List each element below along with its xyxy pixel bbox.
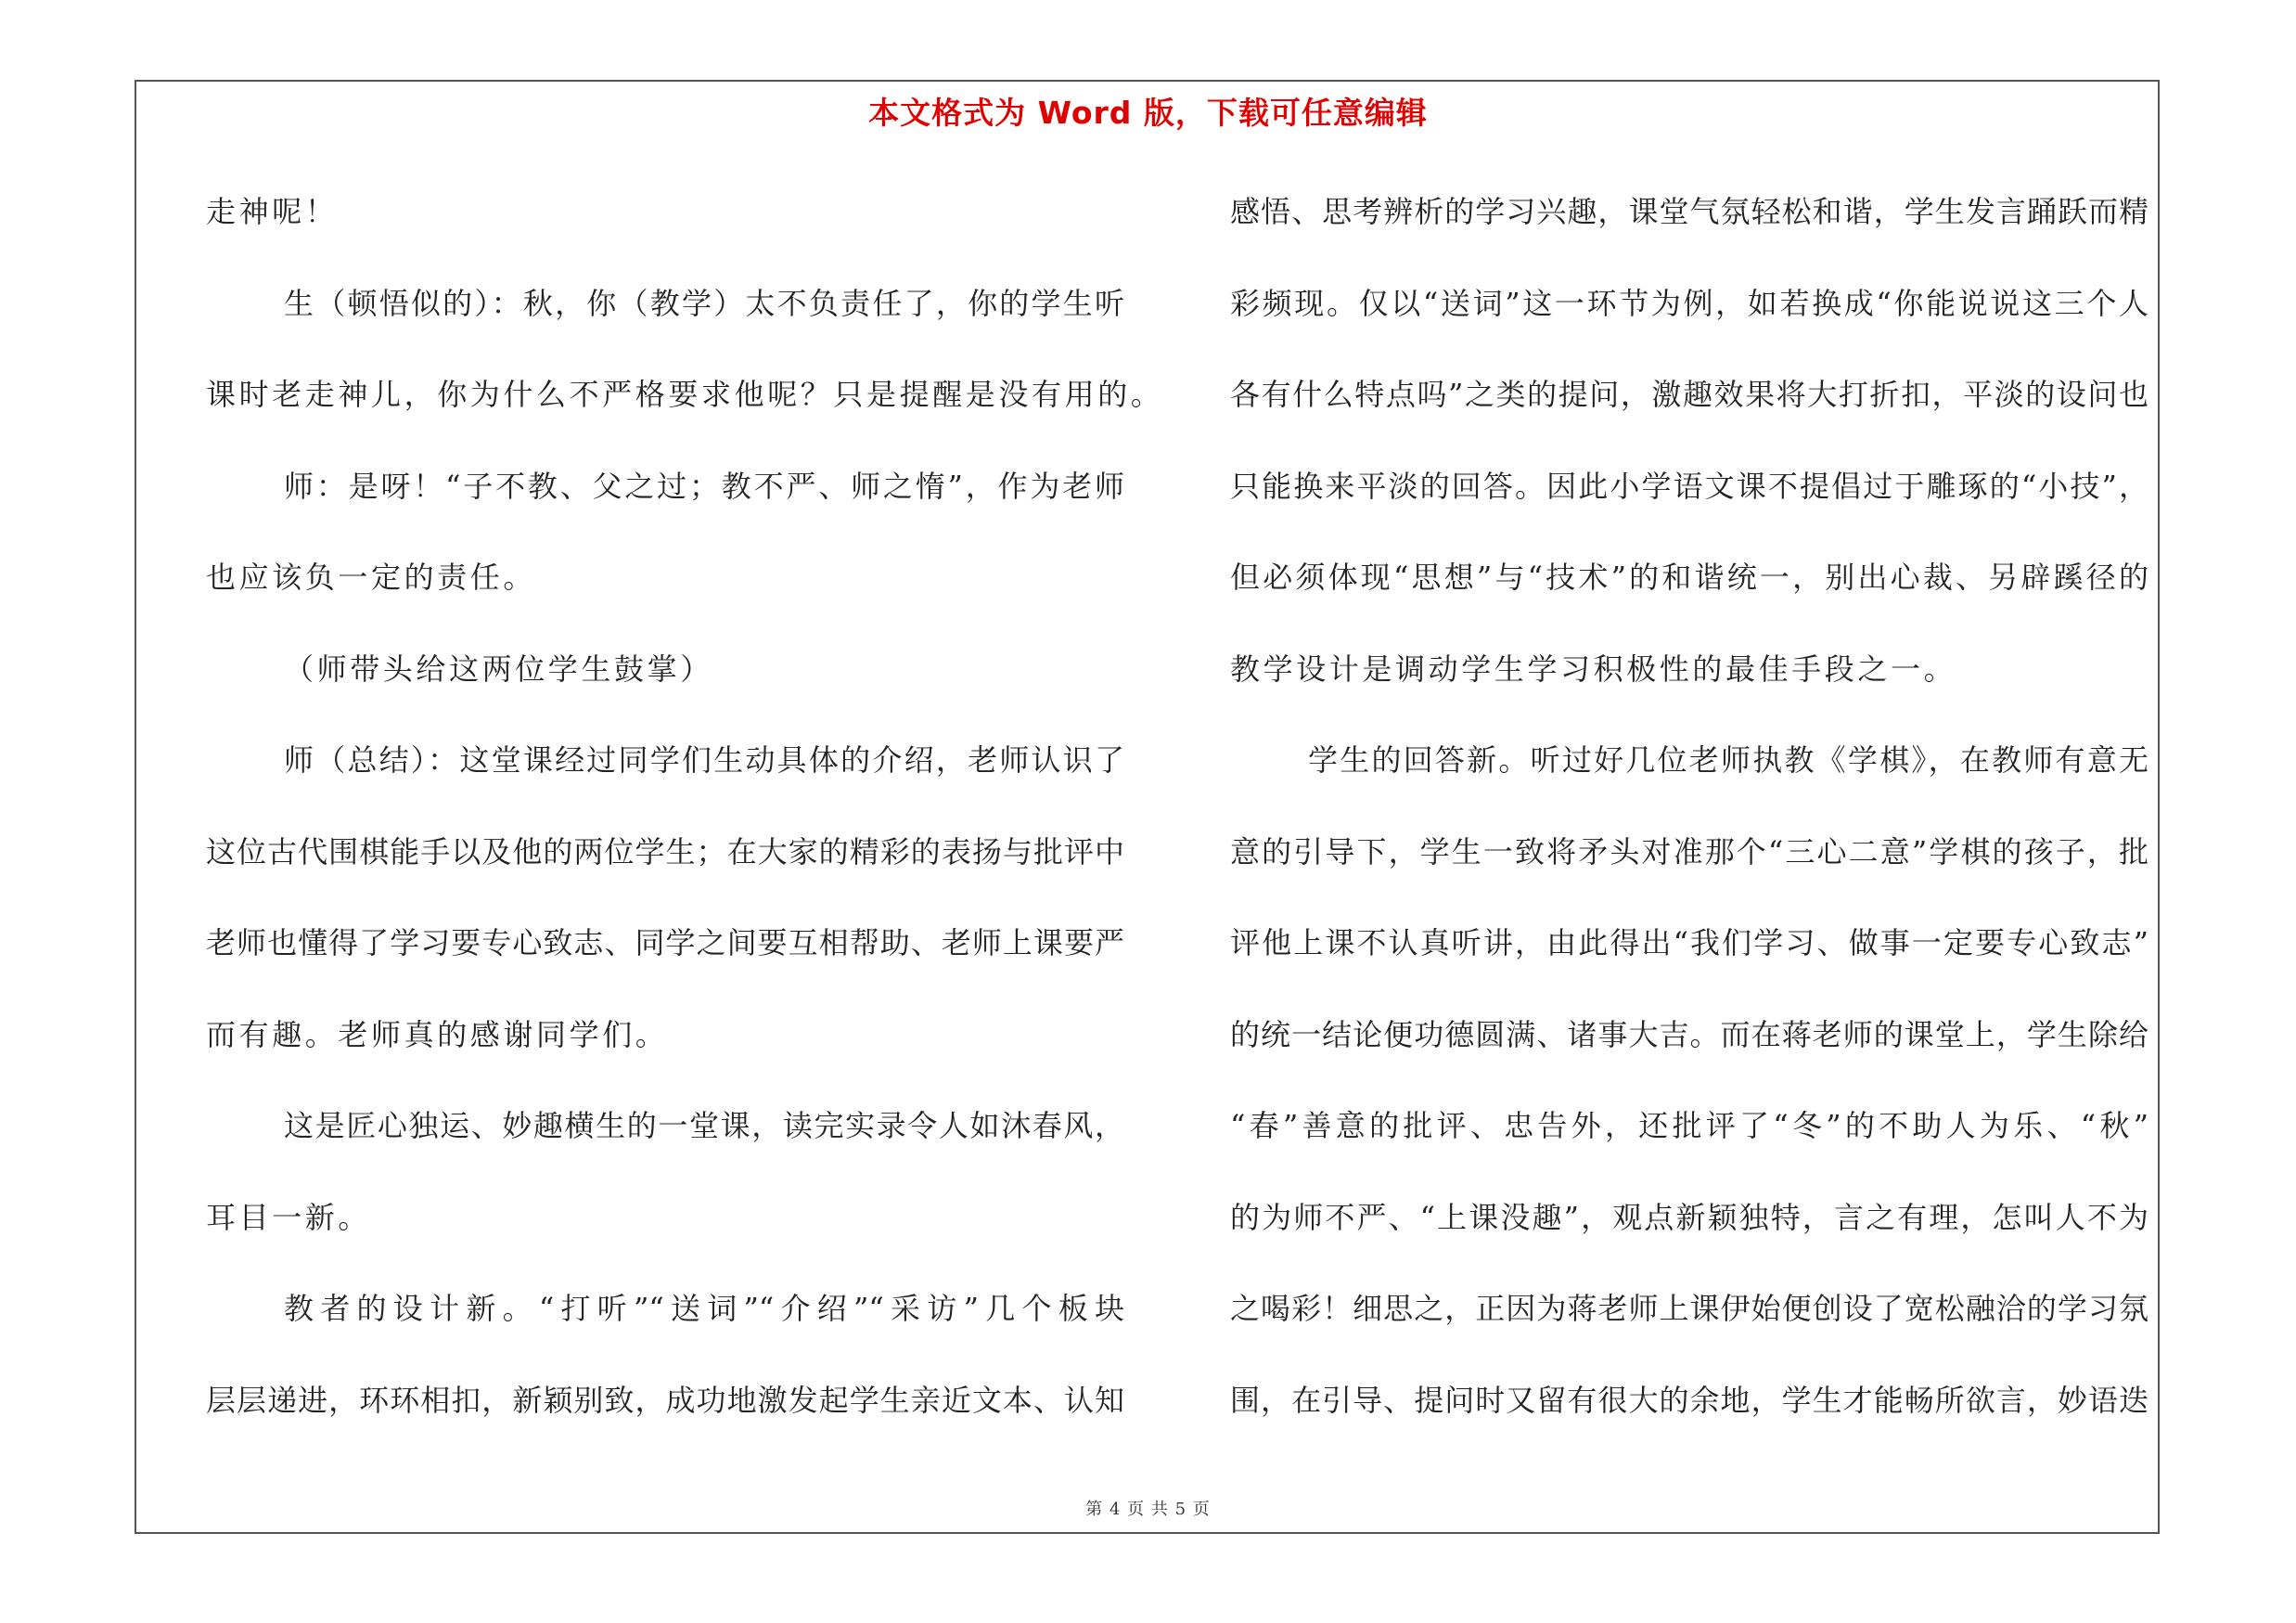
right-text-column xyxy=(1230,184,2148,1463)
text-line: “春”善意的批评、忠告外，还批评了“冬”的不助人为乐、“秋” xyxy=(1230,1108,2148,1143)
page-number-footer: 第 4 页 共 5 页 xyxy=(1085,1500,1211,1519)
left-text-column xyxy=(206,184,1164,1463)
text-line: 教学设计是调动学生学习积极性的最佳手段之一。 xyxy=(1230,650,1957,687)
text-line: 而有趣。老师真的感谢同学们。 xyxy=(206,1016,669,1052)
text-line: 评他上课不认真听讲，由此得出“我们学习、做事一定要专心致志” xyxy=(1230,925,2148,960)
text-line: 课时老走神儿，你为什么不严格要求他呢？只是提醒是没有用的。 xyxy=(206,377,1164,412)
text-line: 彩频现。仅以“送词”这一环节为例，如若换成“你能说说这三个人 xyxy=(1230,285,2148,321)
text-line: 师（总结）：这堂课经过同学们生动具体的介绍，老师认识了 xyxy=(284,742,1124,778)
format-notice-banner: 本文格式为 Word 版，下载可任意编辑 xyxy=(868,95,1428,131)
text-line: 只能换来平淡的回答。因此小学语文课不提倡过于雕琢的“小技”， xyxy=(1230,468,2148,504)
text-line: 之喝彩！细思之，正因为蒋老师上课伊始便创设了宽松融洽的学习氛 xyxy=(1230,1291,2148,1326)
text-line: 生（顿悟似的）：秋，你（教学）太不负责任了，你的学生听 xyxy=(284,285,1124,321)
text-line: 耳目一新。 xyxy=(206,1199,372,1235)
text-line: 教者的设计新。“打听”“送词”“介绍”“采访”几个板块 xyxy=(284,1291,1124,1326)
text-line: 各有什么特点吗”之类的提问，激趣效果将大打折扣，平淡的设问也 xyxy=(1230,377,2148,412)
text-line: 学生的回答新。听过好几位老师执教《学棋》，在教师有意无 xyxy=(1308,742,2148,778)
text-line: 意的引导下，学生一致将矛头对准那个“三心二意”学棋的孩子，批 xyxy=(1230,833,2148,869)
text-line: 感悟、思考辨析的学习兴趣，课堂气氛轻松和谐，学生发言踊跃而精 xyxy=(1230,194,2148,229)
text-line: （师带头给这两位学生鼓掌） xyxy=(284,650,713,687)
text-line: 层层递进，环环相扣，新颖别致，成功地激发起学生亲近文本、认知 xyxy=(206,1382,1124,1418)
text-line: 师：是呀！“子不教、父之过；教不严、师之惰”，作为老师 xyxy=(284,468,1124,504)
text-line: 这是匠心独运、妙趣横生的一堂课，读完实录令人如沐春风， xyxy=(284,1108,1124,1143)
text-line: 的为师不严、“上课没趣”，观点新颖独特，言之有理，怎叫人不为 xyxy=(1230,1199,2148,1235)
text-line: 老师也懂得了学习要专心致志、同学之间要互相帮助、老师上课要严 xyxy=(206,925,1124,960)
text-line: 但必须体现“思想”与“技术”的和谐统一，别出心裁、另辟蹊径的 xyxy=(1230,560,2148,595)
text-line: 围，在引导、提问时又留有很大的余地，学生才能畅所欲言，妙语迭 xyxy=(1230,1382,2148,1418)
text-line: 也应该负一定的责任。 xyxy=(206,560,537,595)
text-line: 的统一结论便功德圆满、诸事大吉。而在蒋老师的课堂上，学生除给 xyxy=(1230,1016,2148,1052)
text-line: 这位古代围棋能手以及他的两位学生；在大家的精彩的表扬与批评中 xyxy=(206,833,1124,869)
text-line: 走神呢！ xyxy=(206,194,339,229)
